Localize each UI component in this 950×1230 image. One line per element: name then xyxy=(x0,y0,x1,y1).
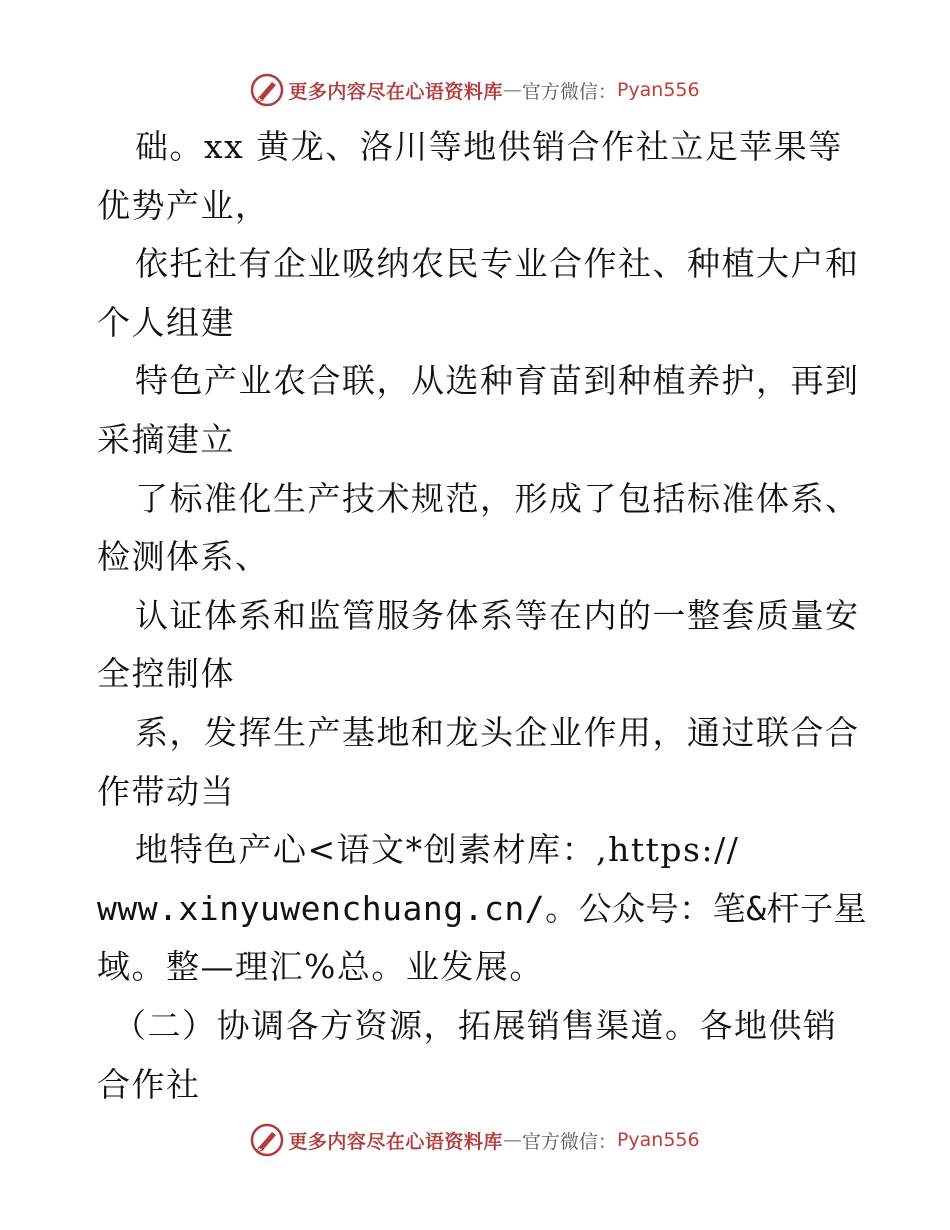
body-line: 作带动当 xyxy=(97,771,235,811)
document-body xyxy=(97,118,867,1114)
body-line: 系，发挥生产基地和龙头企业作用，通过联合合 xyxy=(135,712,860,752)
pen-logo-icon xyxy=(250,1123,284,1157)
body-line-url: www.xinyuwenchuang.cn/。公众号：笔&杆子星 xyxy=(97,888,867,928)
watermark-sub-text: 官方微信： xyxy=(521,1130,617,1153)
watermark-wechat-id: Pyan556 xyxy=(616,79,700,101)
pen-logo-icon xyxy=(250,73,284,107)
watermark-dash: — xyxy=(502,79,522,101)
body-line: 域。整—理汇%总。业发展。 xyxy=(97,947,544,987)
watermark-sub-text: 官方微信： xyxy=(521,80,617,103)
watermark-wechat-id: Pyan556 xyxy=(616,1129,700,1151)
body-line: 个人组建 xyxy=(97,302,235,342)
watermark-main-text: 更多内容尽在心语资料库 xyxy=(288,80,503,103)
watermark-main-text: 更多内容尽在心语资料库 xyxy=(288,1130,503,1153)
body-line: 依托社有企业吸纳农民专业合作社、种植大户和 xyxy=(135,244,860,284)
watermark-dash: — xyxy=(502,1129,522,1151)
body-line: 采摘建立 xyxy=(97,419,235,459)
section-heading-line: （二）协调各方资源，拓展销售渠道。各地供销 xyxy=(113,1005,838,1045)
body-line: 础。xx 黄龙、洛川等地供销合作社立足苹果等 xyxy=(135,127,843,166)
body-line: 认证体系和监管服务体系等在内的一整套质量安 xyxy=(135,595,860,635)
body-line: 检测体系、 xyxy=(97,537,270,577)
footer-watermark xyxy=(0,1120,950,1160)
body-line: 地特色产心<语文*创素材库：,https:// xyxy=(135,830,740,870)
body-line: 合作社 xyxy=(97,1064,201,1104)
body-line: 优势产业， xyxy=(97,185,270,225)
body-line: 全控制体 xyxy=(97,654,235,694)
body-line: 了标准化生产技术规范，形成了包括标准体系、 xyxy=(135,478,860,518)
body-line: 特色产业农合联，从选种育苗到种植养护，再到 xyxy=(135,361,860,401)
header-watermark xyxy=(0,70,950,110)
